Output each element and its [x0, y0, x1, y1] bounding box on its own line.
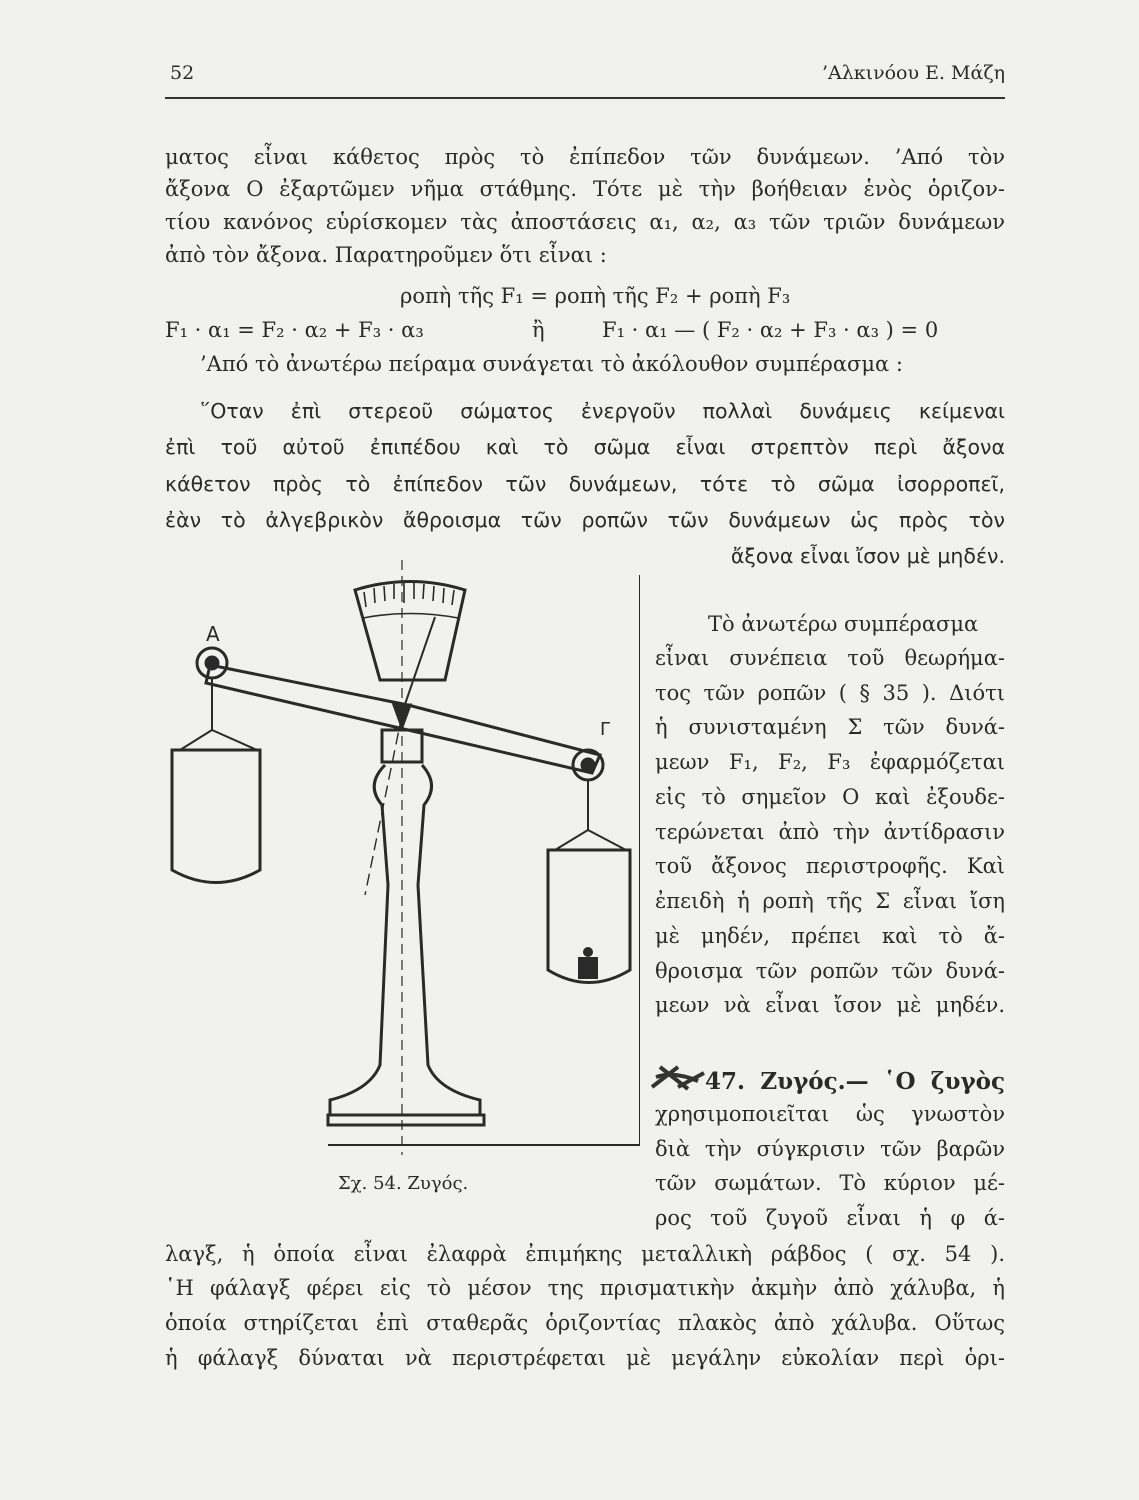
header-rule: [165, 97, 1005, 99]
intro-line: ἀπὸ τὸν ἄξονα. Παρατηροῦμεν ὅτι εἶναι :: [165, 243, 607, 267]
equation-or: ἢ: [532, 318, 545, 342]
running-header-author: ’Αλκινόου Ε. Μάζη: [821, 62, 1005, 84]
theorem-line: ἐπὶ τοῦ αὐτοῦ ἐπιπέδου καὶ τὸ σῶμα εἶναι στρεπτὸν περὶ ἄξονα: [165, 435, 1005, 459]
side-line: τερώνεται ἀπὸ τὴν ἀντίδρασιν: [655, 820, 1005, 844]
section-heading: 47. Ζυγός.— ῾Ο ζυγὸς: [705, 1068, 1005, 1095]
dial-scale: [355, 582, 465, 681]
section-line: χρησιμοποιεῖται ὡς γνωστὸν: [655, 1102, 1005, 1126]
label-a: Α: [206, 622, 220, 646]
conclusion-intro: ’Από τὸ ἀνωτέρω πείραμα συνάγεται τὸ ἀκόλουθον συμπέρασμα :: [200, 352, 903, 376]
side-line: εἰς τὸ σημεῖον Ο καὶ ἐξουδε-: [655, 785, 1005, 809]
equation-line-1: ροπὴ τῆς F₁ = ροπὴ τῆς F₂ + ροπὴ F₃: [400, 284, 791, 308]
side-line: ἡ συνισταμένη Σ τῶν δυνά-: [655, 715, 1005, 739]
balance-scale-figure: [160, 555, 640, 1175]
theorem-line: ἄξονα εἶναι ἴσον μὲ μηδέν.: [730, 544, 1005, 568]
body-line: ὁποία στηρίζεται ἐπὶ σταθερᾶς ὁριζοντίας πλακὸς ἀπὸ χάλυβα. Οὕτως: [165, 1311, 1005, 1335]
theorem-line: κάθετον πρὸς τὸ ἐπίπεδον τῶν δυνάμεων, τότε τὸ σῶμα ἰσορροπεῖ,: [165, 472, 1005, 496]
intro-line: ἄξονα Ο ἐξαρτῶμεν νῆμα στάθμης. Τότε μὲ τὴν βοήθειαν ἑνὸς ὁριζον-: [165, 177, 1005, 201]
body-line: ῾Η φάλαγξ φέρει εἰς τὸ μέσον της πρισματικὴν ἀκμὴν ἀπὸ χάλυβα, ἡ: [165, 1276, 1005, 1300]
section-line: τῶν σωμάτων. Τὸ κύριον μέ-: [655, 1171, 1005, 1195]
equation-left: F₁ · α₁ = F₂ · α₂ + F₃ · α₃: [165, 318, 424, 342]
side-line: Τὸ ἀνωτέρω συμπέρασμα: [708, 612, 979, 636]
side-line: ἐπειδὴ ἡ ροπὴ τῆς Σ εἶναι ἴση: [655, 889, 1005, 913]
side-line: τοῦ ἄξονος περιστροφῆς. Καὶ: [655, 854, 1005, 878]
weight-block: [578, 957, 598, 979]
stand-base: [328, 1115, 484, 1125]
body-line: ἡ φάλαγξ δύναται νὰ περιστρέφεται μὲ μεγάλην εὐκολίαν περὶ ὁρι-: [165, 1346, 1005, 1370]
theorem-line: ῞Οταν ἐπὶ στερεοῦ σώματος ἐνεργοῦν πολλαὶ δυνάμεις κείμεναι: [200, 399, 1005, 423]
body-line: λαγξ, ἡ ὁποία εἶναι ἐλαφρὰ ἐπιμήκης μεταλλικὴ ράβδος ( σχ. 54 ).: [165, 1242, 1005, 1266]
side-line: εἶναι συνέπεια τοῦ θεωρήμα-: [655, 646, 1005, 670]
handwritten-mark: [648, 1063, 710, 1097]
intro-line: ματος εἶναι κάθετος πρὸς τὸ ἐπίπεδον τῶν δυνάμεων. ’Από τὸν: [165, 145, 1005, 169]
section-line: διὰ τὴν σύγκρισιν τῶν βαρῶν: [655, 1137, 1005, 1161]
left-pan: [172, 750, 260, 883]
figure-caption: Σχ. 54. Ζυγός.: [338, 1173, 469, 1194]
page-number: 52: [170, 62, 195, 84]
side-line: θροισμα τῶν ροπῶν τῶν δυνά-: [655, 959, 1005, 983]
side-line: μεων F₁, F₂, F₃ ἐφαρμόζεται: [655, 750, 1005, 774]
side-line: μὲ μηδέν, πρέπει καὶ τὸ ἄ-: [655, 924, 1005, 948]
side-line: τος τῶν ροπῶν ( § 35 ). Διότι: [655, 681, 1005, 705]
dial-ticks: [364, 583, 454, 607]
side-line: μεων νὰ εἶναι ἴσον μὲ μηδέν.: [655, 993, 1005, 1017]
equation-right: F₁ · α₁ — ( F₂ · α₂ + F₃ · α₃ ) = 0: [602, 318, 939, 342]
intro-line: τίου κανόνος εὑρίσκομεν τὰς ἀποστάσεις α₁, α₂, α₃ τῶν τριῶν δυνάμεων: [165, 210, 1005, 234]
theorem-line: ἐὰν τὸ ἀλγεβρικὸν ἄθροισμα τῶν ροπῶν τῶν δυνάμεων ὡς πρὸς τὸν: [165, 508, 1005, 532]
label-g: Γ: [600, 719, 611, 740]
pointer: [402, 617, 435, 713]
section-line: ρος τοῦ ζυγοῦ εἶναι ἡ φ ά-: [655, 1206, 1005, 1230]
stand-column: [330, 765, 480, 1115]
